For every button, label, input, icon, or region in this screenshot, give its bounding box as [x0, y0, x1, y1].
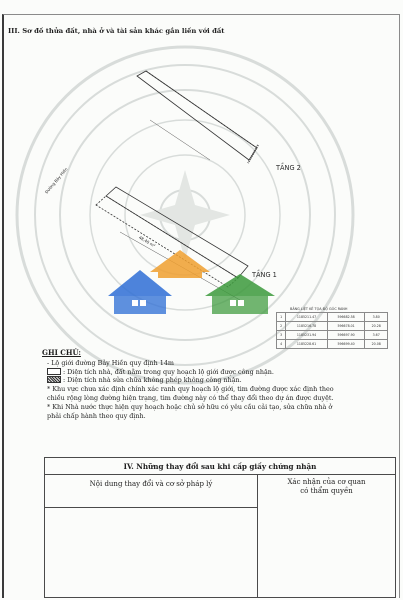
- floor2-label: TẦNG 2: [276, 164, 301, 172]
- coord-cell: 1185216.78: [286, 322, 327, 331]
- coordinate-table: [276, 312, 388, 349]
- confirmation-line2: có thẩm quyền: [300, 487, 353, 495]
- changes-table-title: IV. Những thay đổi sau khi cấp giấy chứng nhận: [45, 458, 396, 475]
- coord-cell: 1185231.94: [286, 331, 327, 340]
- coord-cell: 3: [277, 331, 286, 340]
- coord-row: [277, 331, 388, 340]
- coord-cell: 596699.40: [327, 340, 365, 349]
- note-text: * Khi Nhà nước thực hiện quy hoạch hoặc chủ sở hữu có yêu cầu cải tạo, sửa chữa nhà ở: [47, 402, 333, 411]
- confirmation-line1: Xác nhận của cơ quan: [287, 478, 366, 486]
- road-label: Đường Bảy Hiền: [43, 166, 69, 195]
- coord-cell: 596697.90: [327, 331, 365, 340]
- coord-cell: 3.80: [365, 313, 388, 322]
- note-text: phải chấp hành theo quy định.: [47, 411, 146, 420]
- notes-heading: GHI CHÚ:: [42, 348, 81, 357]
- coord-row: [277, 340, 388, 349]
- coord-cell: 596678.01: [327, 322, 365, 331]
- coord-cell: 596682.58: [327, 313, 365, 322]
- coord-cell: 3.67: [365, 331, 388, 340]
- coord-cell: 20.28: [365, 322, 388, 331]
- coord-cell: 1185228.61: [286, 340, 327, 349]
- note-road-width: - Lộ giới đường Bảy Hiền quy định 14m: [47, 358, 174, 367]
- note-text: chiều rộng lòng đường hiện trạng, tim đường này có thể thay đổi theo dự án được duyệt.: [47, 393, 334, 402]
- note-text: * Khu vực chưa xác định chính xác ranh quy hoạch lộ giới, tim đường được xác định theo: [47, 385, 334, 394]
- section-title: III. Sơ đồ thửa đất, nhà ở và tài sản khác gắn liền với đất: [8, 27, 225, 35]
- coord-row: [277, 313, 388, 322]
- legend-plain-swatch: [47, 368, 61, 375]
- notes-section: [42, 349, 392, 420]
- floor1-label: TẦNG 1: [252, 271, 277, 279]
- legend-plain-text: : Diện tích nhà, đất nằm trong quy hoạch lộ giới được công nhận.: [63, 367, 274, 376]
- changes-col-content: Nội dung thay đổi và cơ sở pháp lý: [45, 475, 258, 508]
- legend-hatch-swatch: [47, 376, 61, 383]
- coord-table-caption: BẢNG LIỆT KÊ TỌA ĐỘ GÓC RANH: [290, 307, 348, 311]
- legend-hatch-text: : Diện tích nhà sửa chữa không phép không công nhận.: [63, 376, 242, 385]
- coord-cell: 4: [277, 340, 286, 349]
- area-label: 48,40 m²: [137, 234, 157, 249]
- changes-content-cell: [45, 508, 258, 598]
- coord-row: [277, 322, 388, 331]
- coord-cell: 1185211.47: [286, 313, 327, 322]
- watermark-house-icon: [108, 250, 275, 314]
- note-legend-hatch: [42, 376, 392, 385]
- coord-cell: 1: [277, 313, 286, 322]
- changes-table: [44, 457, 396, 598]
- coord-cell: 2: [277, 322, 286, 331]
- coord-cell: 20.08: [365, 340, 388, 349]
- changes-col-confirmation: [258, 475, 396, 598]
- plot-floor2: [137, 71, 257, 160]
